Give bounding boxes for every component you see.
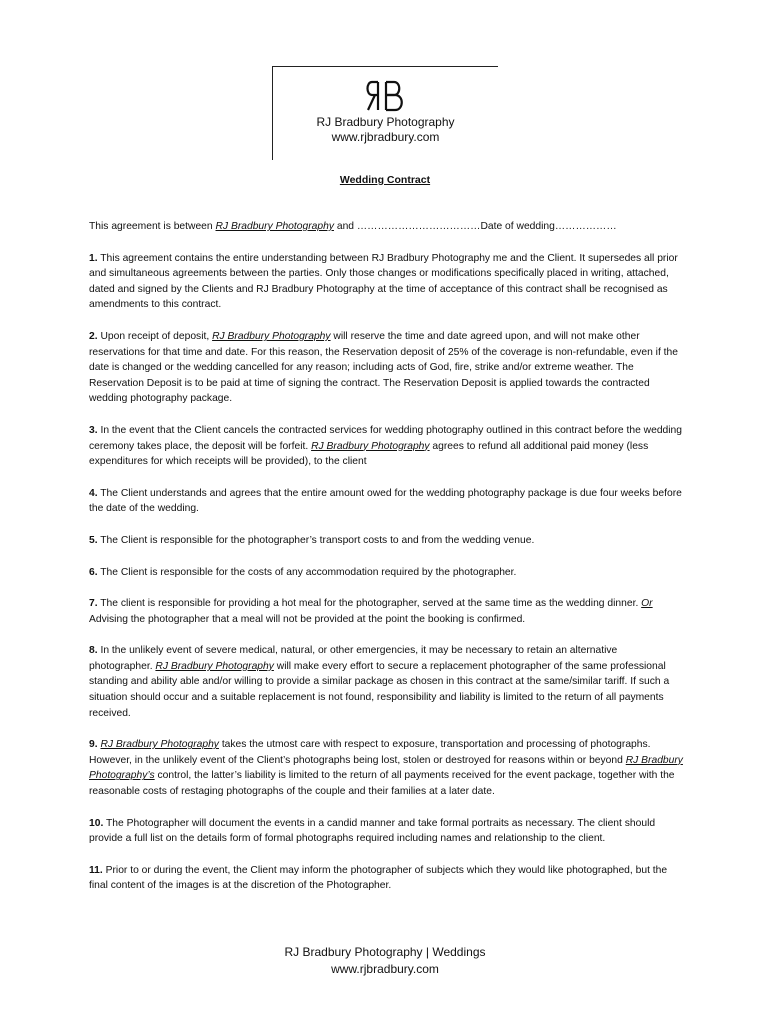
clause-number: 2.	[89, 330, 98, 342]
clause-number: 1.	[89, 252, 98, 264]
letterhead-website: www.rjbradbury.com	[331, 130, 440, 144]
clause-text: The Client is responsible for the costs of any accommodation required by the photographer.	[97, 566, 517, 578]
intro-blanks: and ………………………………Date of wedding………………	[333, 221, 617, 232]
clause-5	[89, 533, 683, 549]
clause-6	[89, 565, 683, 581]
clause-number: 11.	[89, 864, 103, 876]
clause-7	[89, 596, 683, 627]
clause-number: 4.	[89, 487, 98, 499]
clause-number: 7.	[89, 598, 98, 610]
footer-website: www.rjbradbury.com	[331, 962, 439, 976]
clause-text: This agreement contains the entire understanding between RJ Bradbury Photography me and the Client. It supersedes all prior and simultaneous agreements between the parties. Only those changes or modifications specifically placed in writing, attached, dated and signed by the Clients and RJ Bradbury Photography at the time of acceptance of this contract shall be recognised as amendments to this contract.	[89, 252, 678, 311]
clause-number: 6.	[89, 566, 98, 578]
clause-text: In the unlikely event of severe medical, natural, or other emergencies, it may be necessary to retain an alternative photographer.	[89, 645, 618, 672]
clause-text: takes the utmost care with respect to exposure, transportation and processing of photographs. However, in the unlikely event of the Client’s photographs being lost, stolen or destroyed for reasons within or beyond	[89, 739, 651, 766]
clause-4	[89, 486, 683, 517]
clause-number: 3.	[89, 424, 98, 436]
clause-11	[89, 863, 683, 894]
page-footer	[0, 944, 770, 978]
clause-text: control, the latter’s liability is limited to the return of all payments received for the event package, together with the reasonable costs of restaging photographs of the couple and their families at a later date.	[89, 770, 675, 798]
clause-number: 9.	[89, 739, 98, 751]
company-reference: RJ Bradbury Photography	[155, 660, 274, 672]
clause-text: In the event that the Client cancels the contracted services for wedding photography outlined in this contract before the wedding ceremony takes place, the deposit will be forfeit.	[89, 424, 683, 452]
or-emphasis: Or	[641, 598, 653, 610]
intro-text: This agreement is between	[89, 221, 216, 232]
clause-text: will make every effort to secure a replacement photographer of the same professional standing and ability able and/or willing to provide a similar package as chosen in this contract at the same/similar tariff. If such a situation should occur and a suitable replacement is not found, responsibility and liability is limited to the return of all payments received.	[89, 660, 670, 719]
clause-text: Advising the photographer that a meal will not be provided at the point the booking is confirmed.	[89, 613, 526, 625]
clause-text: The Client understands and agrees that the entire amount owed for the wedding photography package is due four weeks before the date of the wedding.	[89, 487, 682, 515]
clause-number: 5.	[89, 534, 98, 546]
clause-number: 8.	[89, 645, 98, 657]
contract-body	[89, 219, 683, 910]
clause-text: The Photographer will document the events in a candid manner and take formal portraits as necessary. The client should provide a full list on the details form of formal photographs required including names and relationship to the client.	[89, 817, 656, 845]
company-reference: RJ Bradbury Photography	[215, 221, 334, 232]
clause-8	[89, 643, 683, 721]
company-reference: RJ Bradbury Photography	[100, 739, 219, 751]
clause-text: will reserve the time and date agreed upon, and will not make other reservations for that time and date. For this reason, the Reservation deposit of 25% of the coverage is non-refundable, even if the date is changed or the wedding cancelled for any reason; including acts of God, fire, strike and/or extreme weather. The Reservation Deposit is to be paid at time of signing the contract. The Reservation Deposit is applied towards the contracted wedding photography package.	[89, 330, 678, 405]
clause-2	[89, 329, 683, 407]
clause-9	[89, 737, 683, 799]
clause-1	[89, 251, 683, 313]
footer-company-line: RJ Bradbury Photography | Weddings	[284, 945, 486, 959]
clause-number: 10.	[89, 817, 104, 829]
letterhead-logo	[272, 66, 498, 160]
document-title: Wedding Contract	[339, 174, 431, 186]
clause-text: Upon receipt of deposit,	[97, 330, 213, 342]
intro-paragraph	[89, 219, 683, 235]
company-reference: RJ Bradbury Photography’s	[89, 754, 683, 782]
clause-text: Prior to or during the event, the Client may inform the photographer of subjects which they would like photographed, but the final content of the images is at the discretion of the Photographer.	[89, 864, 668, 892]
clause-10	[89, 816, 683, 847]
letterhead-company-name: RJ Bradbury Photography	[316, 115, 455, 129]
clause-text: The Client is responsible for the photographer’s transport costs to and from the wedding venue.	[97, 534, 535, 546]
clause-text: The client is responsible for providing a hot meal for the photographer, served at the same time as the wedding dinner.	[97, 598, 642, 610]
company-reference: RJ Bradbury Photography	[212, 330, 331, 342]
rb-monogram-logo	[366, 79, 406, 113]
clause-text: agrees to refund all additional paid money (less expenditures for which receipts will be provided), to the client	[89, 440, 649, 468]
clause-3	[89, 423, 683, 470]
company-reference: RJ Bradbury Photography	[311, 440, 430, 452]
